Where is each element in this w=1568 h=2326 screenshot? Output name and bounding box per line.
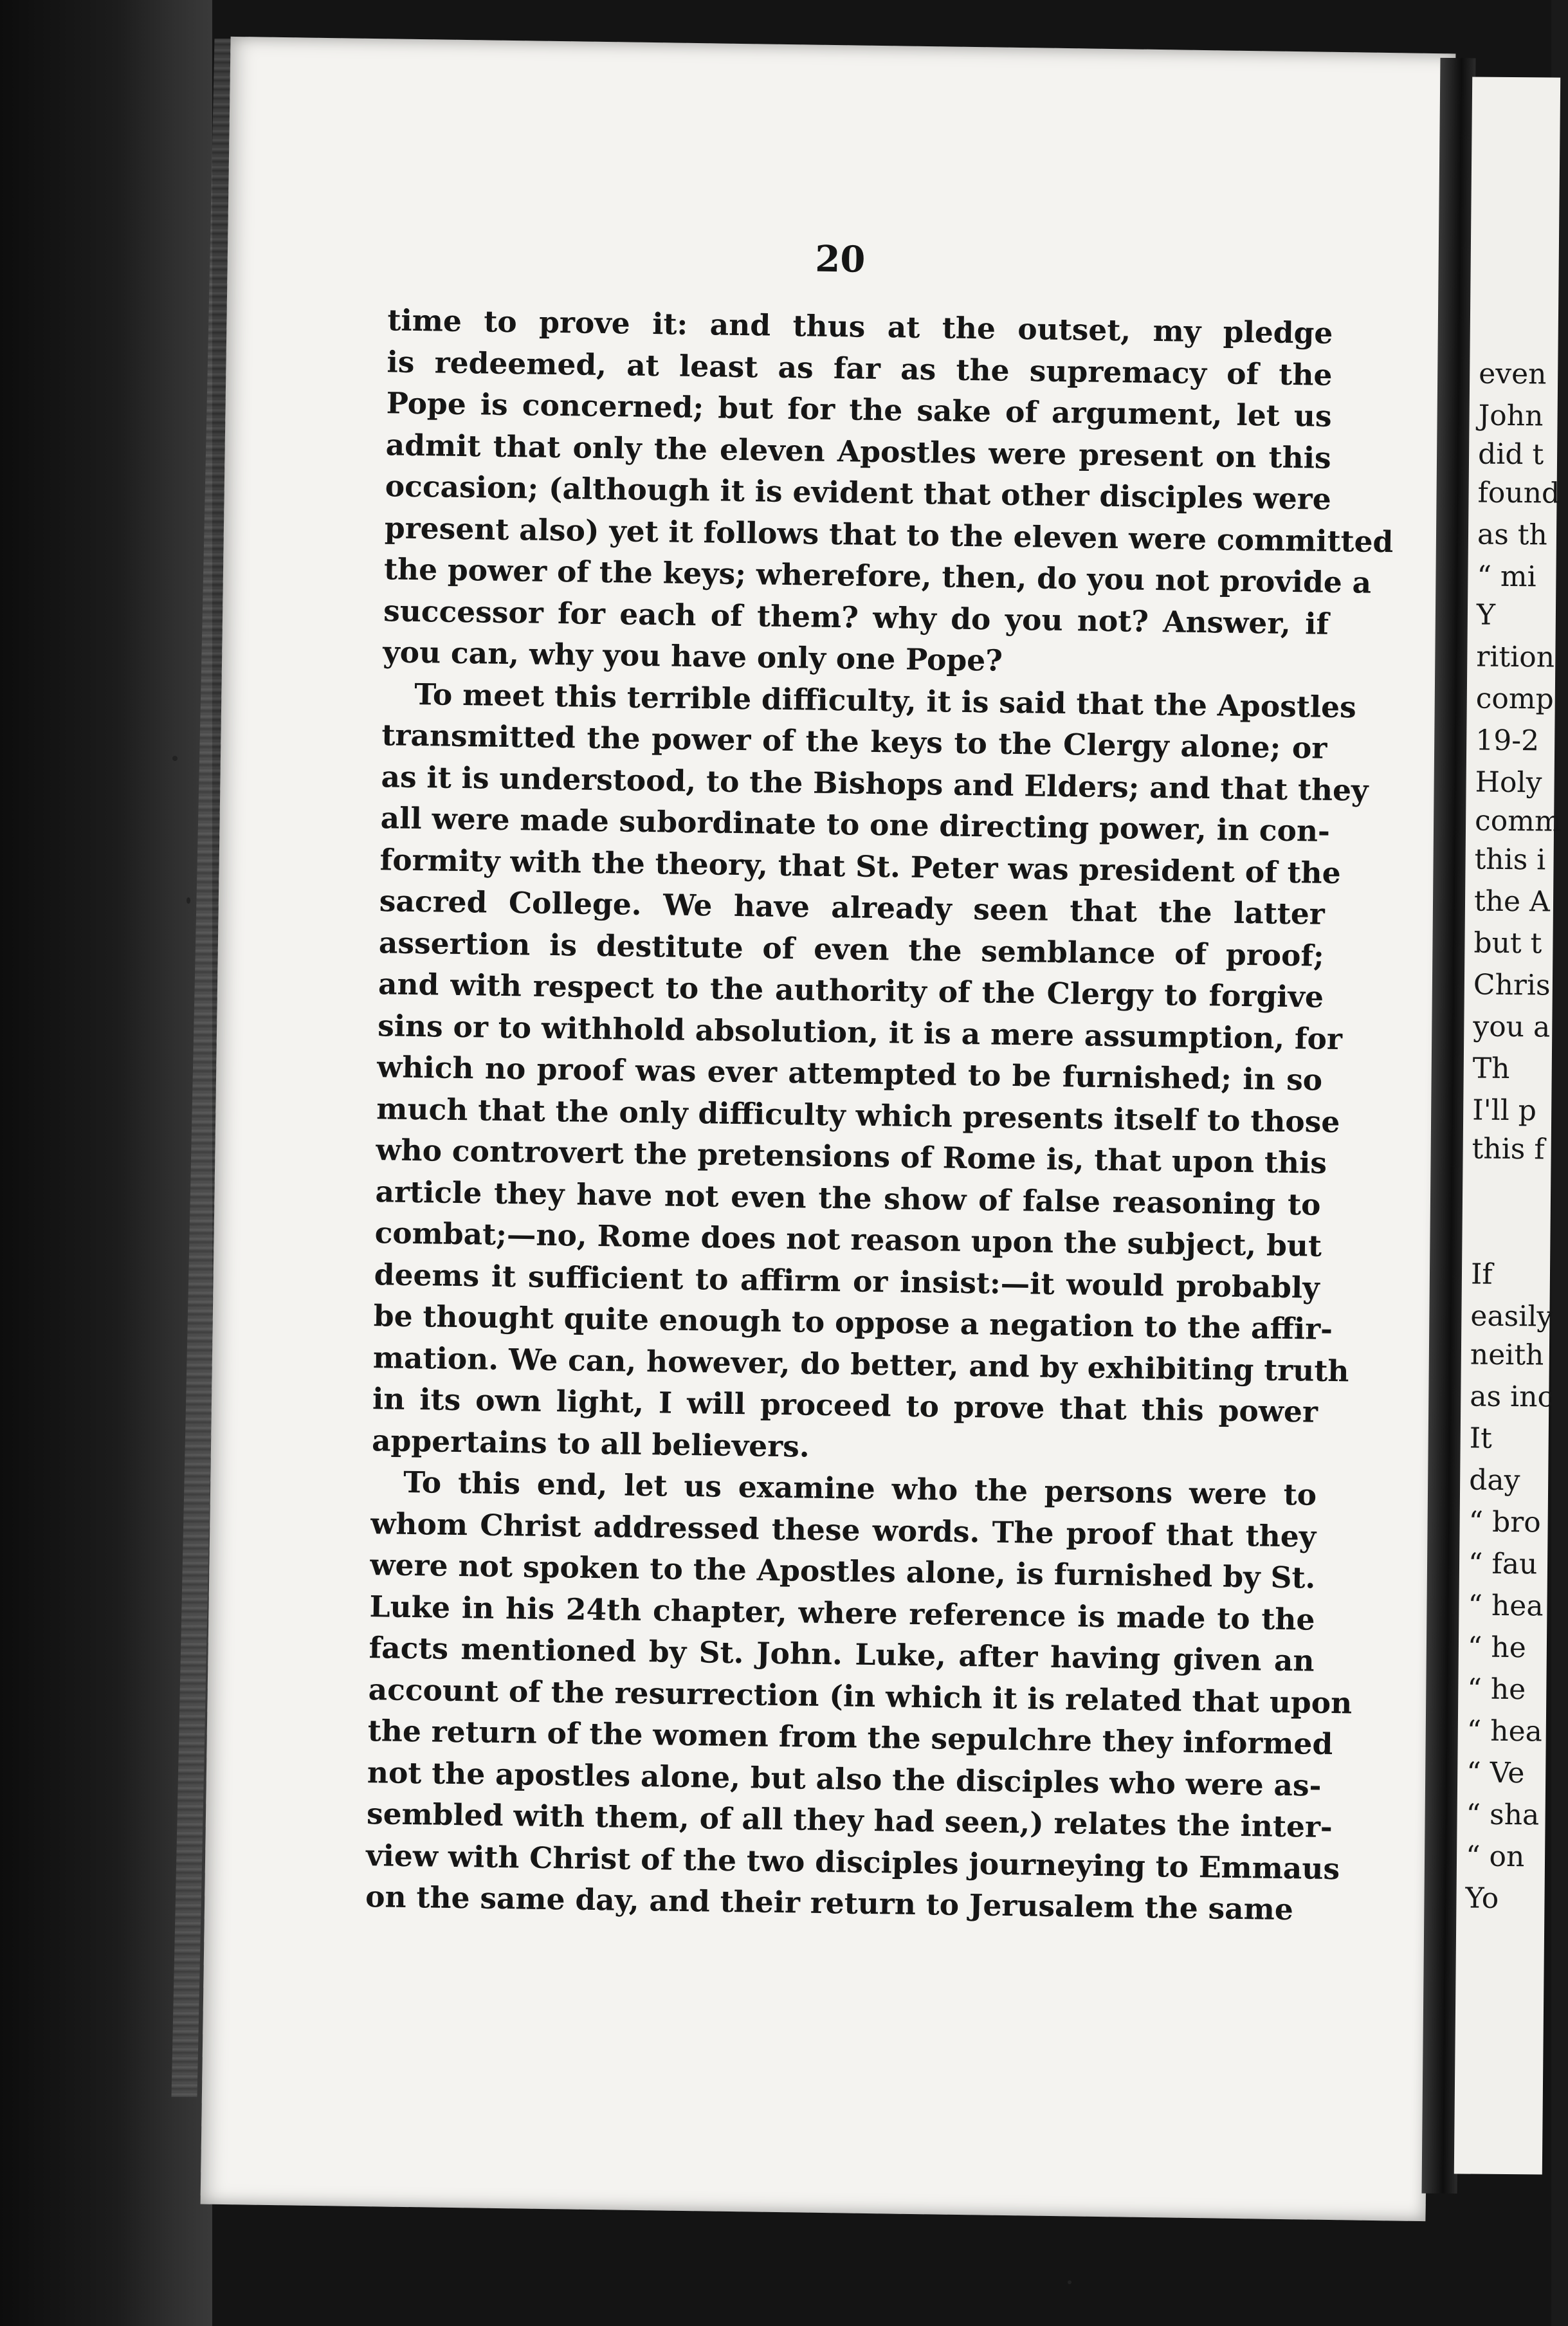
next-page-line: but t: [1473, 926, 1542, 960]
next-page-line: Yo: [1465, 1882, 1499, 1915]
next-page-line: you a: [1473, 1010, 1551, 1044]
text-line: time to prove it: and thus at the outset, my pledge: [387, 302, 1333, 351]
text-line: successor for each of them? why do you not? Answer, if: [383, 592, 1329, 641]
next-page-line: rition: [1476, 640, 1555, 674]
print-speck: [1068, 2280, 1071, 2284]
text-line: transmitted the power of the keys to the Clergy alone; or: [381, 717, 1327, 765]
text-line: To this end, let us examine who the persons were to: [403, 1464, 1317, 1512]
text-line: in its own light, I will proceed to prove that this power: [372, 1381, 1318, 1429]
next-page-line: “ on: [1465, 1840, 1525, 1874]
text-line: occasion; (although it is evident that other disciples were: [385, 468, 1332, 517]
text-line: present also) yet it follows that to the eleven were committed: [384, 509, 1394, 559]
text-line: you can, why you have only one Pope?: [382, 634, 1003, 678]
text-line: be thought quite enough to oppose a negation to the affir-: [373, 1298, 1333, 1346]
next-page-line: If: [1470, 1258, 1493, 1291]
text-line: combat;—no, Rome does not reason upon the subject, but: [374, 1215, 1322, 1263]
page-number: 20: [814, 237, 866, 281]
next-page-line: comm: [1474, 804, 1562, 838]
text-line: sembled with them, of all they had seen,) relates the inter-: [366, 1796, 1333, 1845]
text-line: Pope is concerned; but for the sake of argument, let us: [386, 385, 1332, 434]
next-page-line: this f: [1472, 1132, 1545, 1166]
text-line: sacred College. We have already seen that the latter: [379, 883, 1326, 931]
next-page-line: I'll p: [1472, 1094, 1537, 1128]
main-page: [201, 37, 1456, 2221]
text-line: were not spoken to the Apostles alone, is furnished by St.: [370, 1547, 1316, 1595]
next-page-line: “ bro: [1468, 1505, 1542, 1539]
next-page-line: as inc: [1470, 1380, 1554, 1414]
text-line: article they have not even the show of false reasoning to: [375, 1173, 1321, 1222]
body-text: [365, 299, 1394, 1930]
text-line: admit that only the eleven Apostles were present on this: [385, 426, 1332, 475]
next-page-line: “ he: [1467, 1672, 1526, 1707]
next-page-line: the A: [1473, 884, 1551, 919]
text-line: deems it sufficient to affirm or insist:—it would probably: [374, 1256, 1320, 1305]
text-line: appertains to all believers.: [371, 1422, 810, 1464]
next-page-line: “ he: [1467, 1631, 1526, 1665]
next-page-line: even: [1478, 357, 1547, 391]
text-line: on the same day, and their return to Jerusalem the same: [365, 1879, 1294, 1927]
text-line: mation. We can, however, do better, and by exhibiting truth: [372, 1339, 1349, 1388]
text-line: and with respect to the authority of the Clergy to forgive: [378, 966, 1324, 1014]
print-speck: [187, 897, 190, 904]
next-page-line: “ mi: [1477, 560, 1536, 594]
text-line: the return of the women from the sepulchre they informed: [367, 1713, 1333, 1762]
next-page-line: “ hea: [1468, 1589, 1544, 1623]
text-line: the power of the keys; wherefore, then, do you not provide a: [383, 551, 1372, 600]
text-line: Luke in his 24th chapter, where reference is made to the: [369, 1588, 1315, 1637]
text-line: as it is understood, to the Bishops and Elders; and that they: [381, 758, 1369, 808]
next-page-line: Chris: [1473, 968, 1551, 1002]
next-page-line: It: [1469, 1422, 1493, 1455]
next-page-line: this i: [1474, 843, 1546, 877]
next-page-line: Th: [1472, 1052, 1510, 1086]
text-line: formity with the theory, that St. Peter was president of the: [379, 841, 1342, 890]
next-page-line: neith: [1470, 1338, 1544, 1372]
text-line: whom Christ addressed these words. The proof that they: [370, 1505, 1317, 1554]
text-line: is redeemed, at least as far as the supremacy of the: [387, 343, 1333, 392]
next-page-line: easily: [1470, 1299, 1553, 1333]
next-page-line: “ sha: [1466, 1798, 1540, 1832]
next-page-line: Holy: [1475, 765, 1542, 800]
text-line: which no proof was ever attempted to be furnished; in so: [376, 1049, 1323, 1097]
next-page-line: “ Ve: [1466, 1756, 1525, 1790]
text-line: sins or to withhold absolution, it is a mere assumption, for: [377, 1007, 1343, 1056]
text-line: all were made subordinate to one directing power, in con-: [380, 800, 1331, 848]
next-page-line: found: [1477, 476, 1560, 510]
next-page-line: 19-2: [1475, 724, 1540, 758]
next-page-line: “ fau: [1468, 1547, 1538, 1581]
next-page-line: comp: [1475, 682, 1554, 716]
next-page-line: John: [1478, 399, 1544, 433]
text-line: account of the resurrection (in which it is related that upon: [368, 1671, 1353, 1720]
next-page-line: as th: [1477, 518, 1548, 552]
next-page-line: day: [1468, 1463, 1520, 1497]
next-page-line: did t: [1477, 437, 1544, 472]
next-page-line: “ hea: [1466, 1714, 1543, 1748]
text-line: To meet this terrible difficulty, it is said that the Apostles: [414, 676, 1357, 724]
next-page-line: Y: [1476, 598, 1496, 632]
text-line: facts mentioned by St. John. Luke, after having given an: [369, 1630, 1315, 1678]
print-speck: [172, 756, 178, 761]
next-page-fragment: [1454, 77, 1560, 2174]
text-line: much that the only difficulty which presents itself to those: [376, 1090, 1340, 1139]
text-line: not the apostles alone, but also the disciples who were as-: [367, 1754, 1322, 1803]
text-line: who controvert the pretensions of Rome is, that upon this: [376, 1132, 1327, 1180]
text-line: view with Christ of the two disciples journeying to Emmaus: [365, 1837, 1340, 1886]
text-line: assertion is destitute of even the semblance of proof;: [378, 924, 1325, 973]
